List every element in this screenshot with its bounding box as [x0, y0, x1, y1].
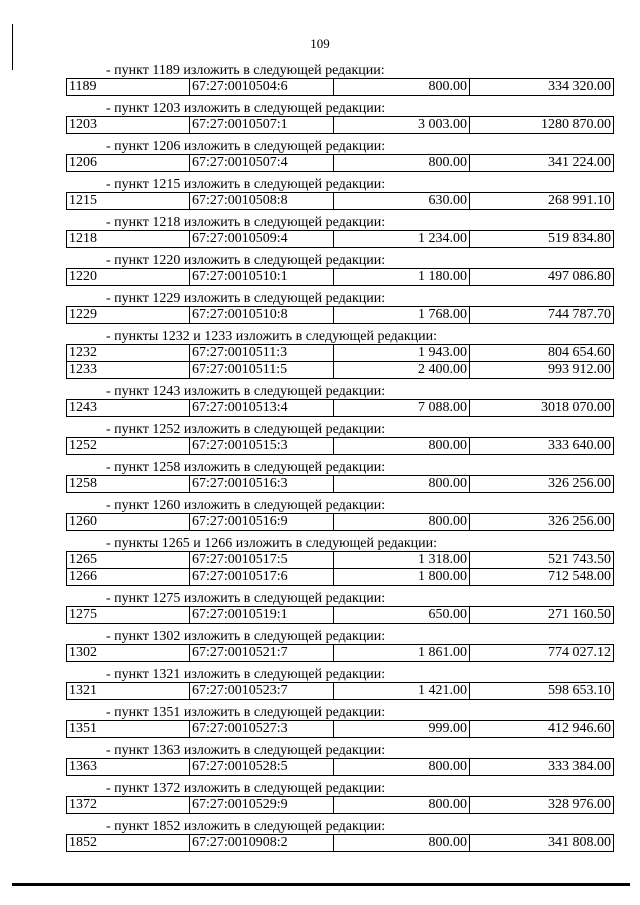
amendment-table	[66, 78, 614, 96]
cadastral-number-cell: 67:27:0010510:8	[190, 307, 334, 324]
table-row	[67, 569, 614, 586]
item-number-cell: 1265	[67, 552, 190, 569]
cadastral-number-cell: 67:27:0010521:7	[190, 645, 334, 662]
table-row	[67, 607, 614, 624]
item-number-cell: 1266	[67, 569, 190, 586]
amendment-table	[66, 399, 614, 417]
value-cell: 341 224.00	[470, 155, 614, 172]
table-row	[67, 345, 614, 362]
value-cell: 993 912.00	[470, 362, 614, 379]
amendment-table	[66, 834, 614, 852]
table-row	[67, 400, 614, 417]
section-heading: - пункт 1203 изложить в следующей редакции:	[106, 101, 386, 116]
value-cell: 521 743.50	[470, 552, 614, 569]
area-cell: 800.00	[334, 476, 470, 493]
cadastral-number-cell: 67:27:0010513:4	[190, 400, 334, 417]
area-cell: 1 861.00	[334, 645, 470, 662]
value-cell: 497 086.80	[470, 269, 614, 286]
table-row	[67, 514, 614, 531]
item-number-cell: 1351	[67, 721, 190, 738]
area-cell: 800.00	[334, 438, 470, 455]
value-cell: 412 946.60	[470, 721, 614, 738]
value-cell: 341 808.00	[470, 835, 614, 852]
area-cell: 7 088.00	[334, 400, 470, 417]
table-row	[67, 231, 614, 248]
value-cell: 333 384.00	[470, 759, 614, 776]
value-cell: 334 320.00	[470, 79, 614, 96]
section-heading: - пункт 1252 изложить в следующей редакции:	[106, 422, 386, 437]
value-cell: 328 976.00	[470, 797, 614, 814]
area-cell: 1 234.00	[334, 231, 470, 248]
cadastral-number-cell: 67:27:0010516:9	[190, 514, 334, 531]
area-cell: 3 003.00	[334, 117, 470, 134]
area-cell: 999.00	[334, 721, 470, 738]
value-cell: 804 654.60	[470, 345, 614, 362]
amendment-table	[66, 796, 614, 814]
area-cell: 650.00	[334, 607, 470, 624]
cadastral-number-cell: 67:27:0010517:6	[190, 569, 334, 586]
value-cell: 268 991.10	[470, 193, 614, 210]
cadastral-number-cell: 67:27:0010511:3	[190, 345, 334, 362]
table-row	[67, 683, 614, 700]
section-heading: - пункт 1220 изложить в следующей редакции:	[106, 253, 386, 268]
value-cell: 1280 870.00	[470, 117, 614, 134]
value-cell: 326 256.00	[470, 476, 614, 493]
value-cell: 3018 070.00	[470, 400, 614, 417]
section-heading: - пункты 1232 и 1233 изложить в следующей редакции:	[106, 329, 438, 344]
cadastral-number-cell: 67:27:0010509:4	[190, 231, 334, 248]
area-cell: 1 318.00	[334, 552, 470, 569]
area-cell: 800.00	[334, 155, 470, 172]
value-cell: 271 160.50	[470, 607, 614, 624]
value-cell: 774 027.12	[470, 645, 614, 662]
item-number-cell: 1218	[67, 231, 190, 248]
table-row	[67, 438, 614, 455]
section-heading: - пункт 1852 изложить в следующей редакции:	[106, 819, 386, 834]
document-body	[66, 58, 616, 852]
section-heading: - пункт 1189 изложить в следующей редакции:	[106, 63, 385, 78]
value-cell: 744 787.70	[470, 307, 614, 324]
amendment-table	[66, 306, 614, 324]
cadastral-number-cell: 67:27:0010517:5	[190, 552, 334, 569]
amendment-table	[66, 551, 614, 586]
section-heading: - пункт 1372 изложить в следующей редакции:	[106, 781, 386, 796]
item-number-cell: 1243	[67, 400, 190, 417]
table-row	[67, 362, 614, 379]
table-row	[67, 476, 614, 493]
item-number-cell: 1260	[67, 514, 190, 531]
item-number-cell: 1372	[67, 797, 190, 814]
table-row	[67, 721, 614, 738]
cadastral-number-cell: 67:27:0010510:1	[190, 269, 334, 286]
area-cell: 800.00	[334, 514, 470, 531]
table-row	[67, 193, 614, 210]
item-number-cell: 1215	[67, 193, 190, 210]
section-heading: - пункт 1275 изложить в следующей редакции:	[106, 591, 386, 606]
cadastral-number-cell: 67:27:0010504:6	[190, 79, 334, 96]
area-cell: 800.00	[334, 79, 470, 96]
value-cell: 598 653.10	[470, 683, 614, 700]
value-cell: 326 256.00	[470, 514, 614, 531]
item-number-cell: 1189	[67, 79, 190, 96]
page-number: 109	[310, 36, 330, 51]
section-heading: - пункт 1302 изложить в следующей редакции:	[106, 629, 386, 644]
area-cell: 800.00	[334, 835, 470, 852]
value-cell: 712 548.00	[470, 569, 614, 586]
cadastral-number-cell: 67:27:0010523:7	[190, 683, 334, 700]
cadastral-number-cell: 67:27:0010507:1	[190, 117, 334, 134]
cadastral-number-cell: 67:27:0010516:3	[190, 476, 334, 493]
cadastral-number-cell: 67:27:0010519:1	[190, 607, 334, 624]
table-row	[67, 79, 614, 96]
item-number-cell: 1252	[67, 438, 190, 455]
table-row	[67, 117, 614, 134]
amendment-table	[66, 682, 614, 700]
area-cell: 800.00	[334, 797, 470, 814]
amendment-table	[66, 437, 614, 455]
cadastral-number-cell: 67:27:0010511:5	[190, 362, 334, 379]
amendment-table	[66, 513, 614, 531]
table-row	[67, 835, 614, 852]
item-number-cell: 1258	[67, 476, 190, 493]
table-row	[67, 759, 614, 776]
area-cell: 1 421.00	[334, 683, 470, 700]
area-cell: 1 768.00	[334, 307, 470, 324]
section-heading: - пункт 1260 изложить в следующей редакции:	[106, 498, 386, 513]
section-heading: - пункт 1351 изложить в следующей редакции:	[106, 705, 386, 720]
cadastral-number-cell: 67:27:0010508:8	[190, 193, 334, 210]
section-heading: - пункты 1265 и 1266 изложить в следующей редакции:	[106, 536, 438, 551]
value-cell: 519 834.80	[470, 231, 614, 248]
area-cell: 630.00	[334, 193, 470, 210]
item-number-cell: 1275	[67, 607, 190, 624]
section-heading: - пункт 1243 изложить в следующей редакции:	[106, 384, 386, 399]
section-heading: - пункт 1215 изложить в следующей редакции:	[106, 177, 386, 192]
item-number-cell: 1302	[67, 645, 190, 662]
amendment-table	[66, 758, 614, 776]
amendment-table	[66, 268, 614, 286]
item-number-cell: 1233	[67, 362, 190, 379]
item-number-cell: 1220	[67, 269, 190, 286]
item-number-cell: 1852	[67, 835, 190, 852]
amendment-table	[66, 475, 614, 493]
cadastral-number-cell: 67:27:0010528:5	[190, 759, 334, 776]
item-number-cell: 1232	[67, 345, 190, 362]
table-row	[67, 645, 614, 662]
section-heading: - пункт 1206 изложить в следующей редакции:	[106, 139, 386, 154]
amendment-table	[66, 606, 614, 624]
section-heading: - пункт 1363 изложить в следующей редакции:	[106, 743, 386, 758]
area-cell: 1 943.00	[334, 345, 470, 362]
amendment-table	[66, 230, 614, 248]
item-number-cell: 1206	[67, 155, 190, 172]
section-heading: - пункт 1321 изложить в следующей редакции:	[106, 667, 386, 682]
area-cell: 2 400.00	[334, 362, 470, 379]
cadastral-number-cell: 67:27:0010507:4	[190, 155, 334, 172]
amendment-table	[66, 192, 614, 210]
area-cell: 800.00	[334, 759, 470, 776]
section-heading: - пункт 1218 изложить в следующей редакции:	[106, 215, 386, 230]
table-row	[67, 797, 614, 814]
cadastral-number-cell: 67:27:0010908:2	[190, 835, 334, 852]
amendment-table	[66, 344, 614, 379]
amendment-table	[66, 720, 614, 738]
cadastral-number-cell: 67:27:0010529:9	[190, 797, 334, 814]
item-number-cell: 1321	[67, 683, 190, 700]
cadastral-number-cell: 67:27:0010515:3	[190, 438, 334, 455]
amendment-table	[66, 644, 614, 662]
area-cell: 1 800.00	[334, 569, 470, 586]
value-cell: 333 640.00	[470, 438, 614, 455]
item-number-cell: 1203	[67, 117, 190, 134]
cadastral-number-cell: 67:27:0010527:3	[190, 721, 334, 738]
area-cell: 1 180.00	[334, 269, 470, 286]
amendment-table	[66, 154, 614, 172]
item-number-cell: 1363	[67, 759, 190, 776]
table-row	[67, 155, 614, 172]
item-number-cell: 1229	[67, 307, 190, 324]
amendment-table	[66, 116, 614, 134]
bottom-rule	[12, 883, 630, 886]
table-row	[67, 269, 614, 286]
section-heading: - пункт 1229 изложить в следующей редакции:	[106, 291, 386, 306]
table-row	[67, 307, 614, 324]
section-heading: - пункт 1258 изложить в следующей редакции:	[106, 460, 386, 475]
table-row	[67, 552, 614, 569]
